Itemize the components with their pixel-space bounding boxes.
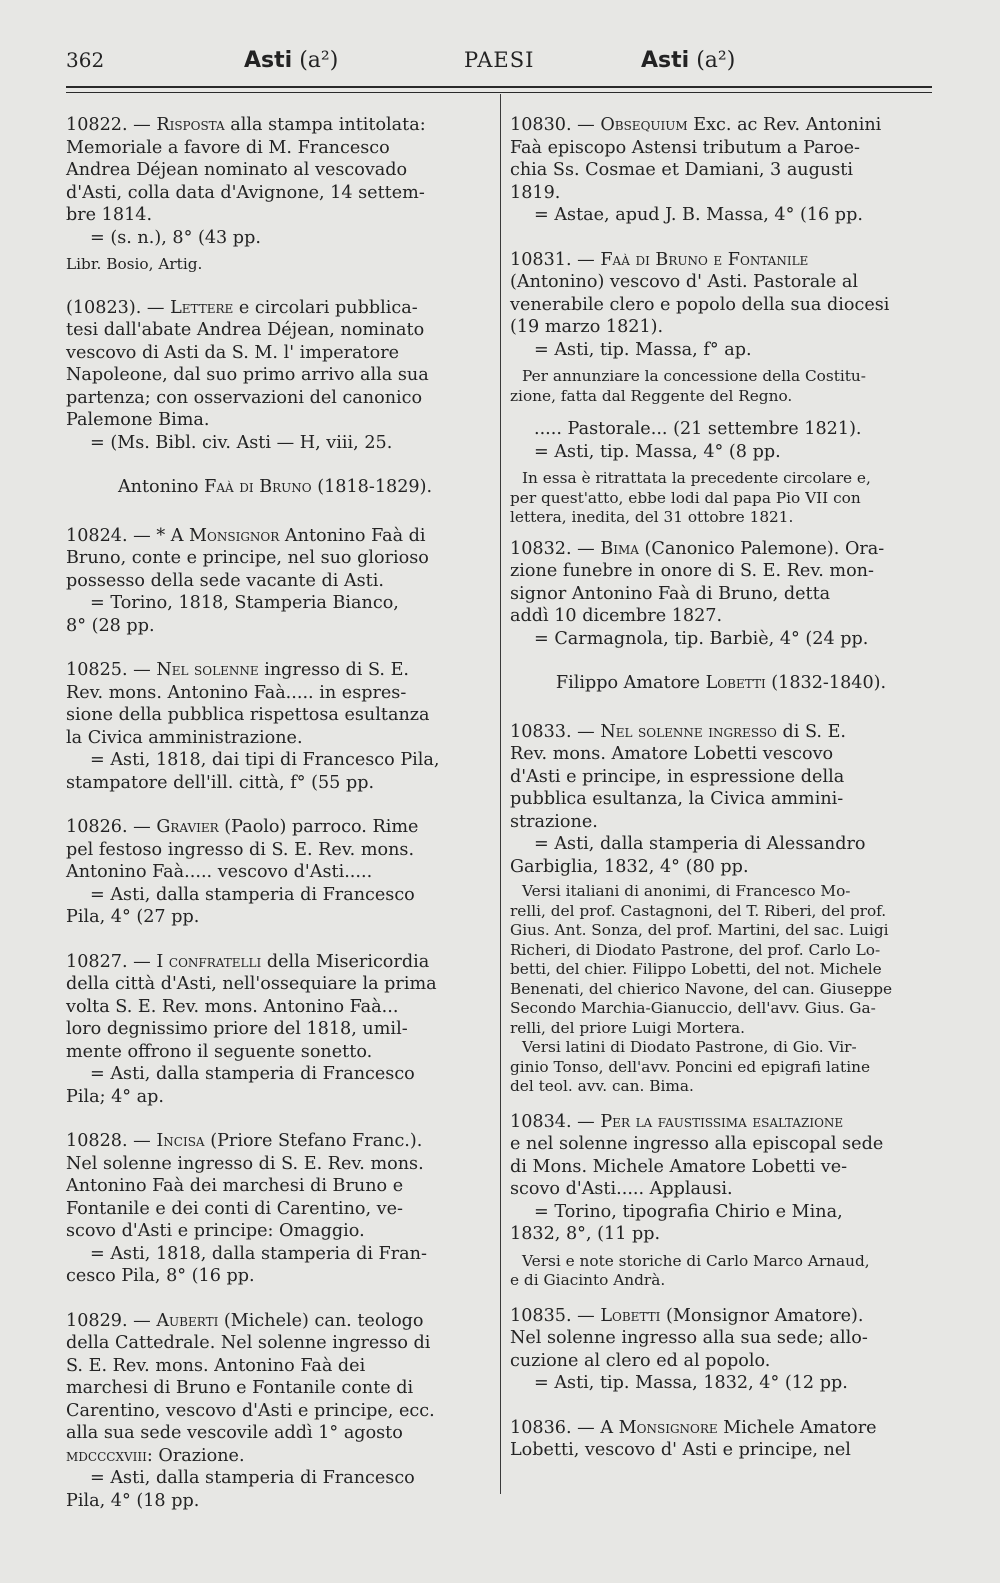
- header-rule-thin: [66, 92, 932, 93]
- section-heading-faa: Antonino Faà di Bruno (1818-1829).: [117, 477, 433, 497]
- entry-10827: 10827. — I confratelli della Misericordia della città d'Asti, nell'ossequiare la prima volta S. E. Rev. mons. Antonino Faà... loro degnissimo priore del 1818, umil- mente offrono il seguente sonetto. = Asti, dalla stamperia di Francesco Pila; 4° ap.: [66, 951, 437, 1107]
- page-number: 362: [66, 48, 105, 72]
- entry-10822: 10822. — Risposta alla stampa intitolata: Memoriale a favore di M. Francesco Andrea Déjean nominato al vescovado d'Asti, colla data d'Avignone, 14 settem- bre 1814. = (s. n.), 8° (43 pp. Libr. Bosio, Artig.: [66, 115, 426, 273]
- entry-10833: 10833. — Nel solenne ingresso di S. E. Rev. mons. Amatore Lobetti vescovo d'Asti e principe, in espressione della pubblica esultanza, la Civica ammini- strazione. = Asti, dalla stamperia di Alessandro Garbiglia, 1832, 4° (80 pp. Versi italiani di anonimi, di Francesco Mo- relli, del prof. Castagnoni, del T. Riberi, del prof. Gius. Ant. Sonza, del prof. Martini, del sac. Luigi Richeri, di Diodato Pastrone, del prof. Carlo Lo- betti, del chier. Filippo Lobetti, del not. Michele Benenati, del chierico Navone, del can. Giuseppe Secondo Marchia-Gianuccio, dell'avv. Gius. Ga- relli, del priore Luigi Mortera. Versi latini di Diodato Pastrone, di Gio. Vir- ginio Tonso, dell'avv. Poncini ed epigrafi latine del teol. avv. can. Bima.: [510, 721, 893, 1095]
- left-column: [66, 114, 484, 1534]
- entry-10836: 10836. — A Monsignore Michele Amatore Lobetti, vescovo d' Asti e principe, nel: [510, 1417, 877, 1460]
- entry-10831: 10831. — Faà di Bruno e Fontanile (Antonino) vescovo d' Asti. Pastorale al venerabile clero e popolo della sua diocesi (19 marzo 1821). = Asti, tip. Massa, f° ap. Per annunziare la concessione della Costitu- zione, fatta dal Reggente del Regno. ..... Pastorale... (21 settembre 1821). = Asti, tip. Massa, 4° (8 pp. In essa è ritrattata la precedente circolare e, per quest'atto, ebbe lodi dal papa Pio VII con lettera, inedita, del 31 ottobre 1821.: [510, 249, 890, 526]
- entry-10835: 10835. — Lobetti (Monsignor Amatore). Nel solenne ingresso alla sua sede; allo- cuzione al clero ed al popolo. = Asti, tip. Massa, 1832, 4° (12 pp.: [510, 1305, 868, 1393]
- entry-10834: 10834. — Per la faustissima esaltazione e nel solenne ingresso alla episcopal sede di Mons. Michele Amatore Lobetti ve- scovo d'Asti..... Applausi. = Torino, tipografia Chirio e Mina, 1832, 8°, (11 pp. Versi e note storiche di Carlo Marco Arnaud, e di Giacinto Andrà.: [510, 1111, 884, 1289]
- entry-10828: 10828. — Incisa (Priore Stefano Franc.). Nel solenne ingresso di S. E. Rev. mons. Antonino Faà dei marchesi di Bruno e Fontanile e dei conti di Carentino, ve- scovo d'Asti e principe: Omaggio. = Asti, 1818, dalla stamperia di Fran- cesco Pila, 8° (16 pp.: [66, 1131, 427, 1286]
- entry-10825: 10825. — Nel solenne ingresso di S. E. Rev. mons. Antonino Faà..... in espres- sione della pubblica rispettosa esultanza la Civica amministrazione. = Asti, 1818, dai tipi di Francesco Pila, stampatore dell'ill. città, f° (55 pp.: [66, 660, 440, 793]
- entry-10832: 10832. — Bima (Canonico Palemone). Ora- zione funebre in onore di S. E. Rev. mon- signor Antonino Faà di Bruno, detta addì 10 dicembre 1827. = Carmagnola, tip. Barbiè, 4° (24 pp.: [510, 538, 885, 649]
- header-center: PAESI: [464, 48, 535, 72]
- header-right: Asti (a²): [641, 48, 736, 73]
- entry-10829: 10829. — Auberti (Michele) can. teologo della Cattedrale. Nel solenne ingresso di S. E. Rev. mons. Antonino Faà dei marchesi di Bruno e Fontanile conte di Carentino, vescovo d'Asti e principe, ecc. alla sua sede vescovile addì 1° agosto mdcccxviii: Orazione. = Asti, dalla stamperia di Francesco Pila, 4° (18 pp.: [66, 1310, 435, 1511]
- right-column: [510, 114, 932, 1484]
- column-divider: [500, 94, 501, 1494]
- running-header: [66, 40, 932, 90]
- entry-10824: 10824. — * A Monsignor Antonino Faà di Bruno, conte e principe, nel suo glorioso possesso della sede vacante di Asti. = Torino, 1818, Stamperia Bianco, 8° (28 pp.: [66, 525, 429, 636]
- entry-10830: 10830. — Obsequium Exc. ac Rev. Antonini Faà episcopo Astensi tributum a Paroe- chia Ss. Cosmae et Damiani, 3 augusti 1819. = Astae, apud J. B. Massa, 4° (16 pp.: [510, 115, 882, 225]
- entry-10823: (10823). — Lettere e circolari pubblica- tesi dall'abate Andrea Déjean, nominato vescovo di Asti da S. M. l' imperatore Napoleone, dal suo primo arrivo alla sua partenza; con osservazioni del canonico Palemone Bima. = (Ms. Bibl. civ. Asti — H, viii, 25.: [66, 297, 429, 453]
- header-left: Asti (a²): [244, 48, 339, 73]
- section-heading-lobetti: Filippo Amatore Lobetti (1832-1840).: [555, 673, 887, 693]
- entry-10826: 10826. — Gravier (Paolo) parroco. Rime pel festoso ingresso di S. E. Rev. mons. Antonino Faà..... vescovo d'Asti..... = Asti, dalla stamperia di Francesco Pila, 4° (27 pp.: [66, 817, 419, 927]
- header-rule: [66, 86, 932, 88]
